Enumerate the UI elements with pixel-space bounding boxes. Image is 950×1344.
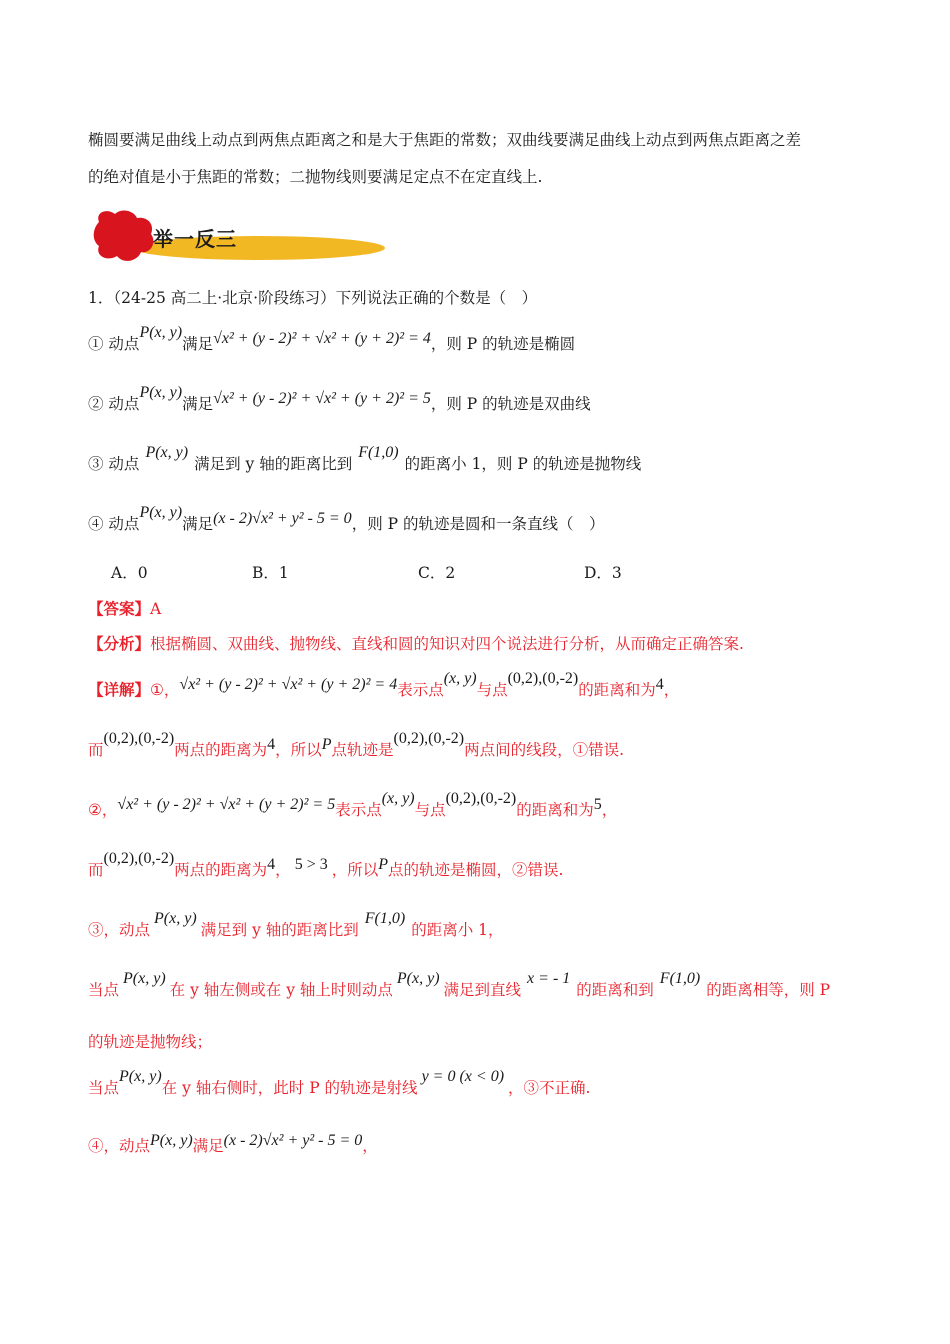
choice-c: C．2 [418,564,456,582]
detail-row-4: 而(0,2),(0,-2)两点的距离为4， 5 > 3 ，所以P点的轨迹是椭圆，②错误. [88,850,564,879]
option-1-equation: √x² + (y - 2)² + √x² + (y + 2)² = 4 [213,330,431,347]
detail-row-5: ③，动点P(x, y)满足到 y 轴的距离比到F(1,0)的距离小 1， [88,910,504,939]
answer-line [88,597,161,619]
choice-a: A．0 [111,564,148,582]
option-3: ③ 动点P(x, y)满足到 y 轴的距离比到F(1,0)的距离小 1，则 P 的轨迹是抛物线 [88,444,642,473]
detail-row-2: 而(0,2),(0,-2)两点的距离为4，所以P点轨迹是(0,2),(0,-2)两点间的线段，①错误. [88,730,625,759]
choice-b: B．1 [252,564,289,582]
detail-row-3: ②，√x² + (y - 2)² + √x² + (y + 2)² = 5表示点(x, y)与点(0,2),(0,-2)的距离和为5， [88,790,618,819]
banner-title: 举一反三 [153,227,237,251]
option-2: ② 动点P(x, y)满足√x² + (y - 2)² + √x² + (y + 2)² = 5，则 P 的轨迹是双曲线 [88,384,591,413]
section-banner [93,208,293,260]
answer-label: 【答案】 [88,599,151,618]
detail-row-6: 当点P(x, y)在 y 轴左侧或在 y 轴上时则动点P(x, y)满足到直线x = - 1的距离和到F(1,0)的距离相等，则 P [88,970,831,999]
option-2-point: P(x, y) [139,384,183,401]
analysis-label: 【分析】 [88,634,151,653]
option-4-equation: (x - 2)√x² + y² - 5 = 0 [213,510,352,527]
choice-d: D．3 [584,564,622,582]
detail-row-1: 【详解】①，√x² + (y - 2)² + √x² + (y + 2)² = 4表示点(x, y)与点(0,2),(0,-2)的距离和为4， [88,670,680,699]
option-1: ① 动点P(x, y)满足√x² + (y - 2)² + √x² + (y + 2)² = 4，则 P 的轨迹是椭圆 [88,324,576,353]
detail-row-9: ④，动点P(x, y)满足(x - 2)√x² + y² - 5 = 0， [88,1132,378,1155]
intro-line-2: 的绝对值是小于焦距的常数；二抛物线则要满足定点不在定直线上. [88,168,543,186]
question-number: 1． [88,289,114,307]
option-1-point: P(x, y) [139,324,183,341]
option-2-equation: √x² + (y - 2)² + √x² + (y + 2)² = 5 [213,390,431,407]
option-3-focus: F(1,0) [358,444,399,461]
question-source: （24-25 高二上·北京·阶段练习）下列说法正确的个数是（ ） [113,289,538,307]
answer-value: A [150,600,162,618]
intro-line-1: 椭圆要满足曲线上动点到两焦点距离之和是大于焦距的常数；双曲线要满足曲线上动点到两焦点距离之差 [88,131,802,149]
analysis-line [88,632,744,654]
option-3-point: P(x, y) [145,444,189,461]
analysis-text: 根据椭圆、双曲线、抛物线、直线和圆的知识对四个说法进行分析，从而确定正确答案. [150,635,744,653]
detail-row-8: 当点P(x, y)在 y 轴右侧时，此时 P 的轨迹是射线y = 0 (x < 0)，③不正确. [88,1068,591,1097]
question-header [88,286,537,308]
option-4: ④ 动点P(x, y)满足(x - 2)√x² + y² - 5 = 0，则 P 的轨迹是圆和一条直线（ ） [88,504,605,533]
detail-label: 【详解】 [88,680,151,699]
detail-row-7: 的轨迹是抛物线； [88,1033,213,1051]
option-4-point: P(x, y) [139,504,183,521]
